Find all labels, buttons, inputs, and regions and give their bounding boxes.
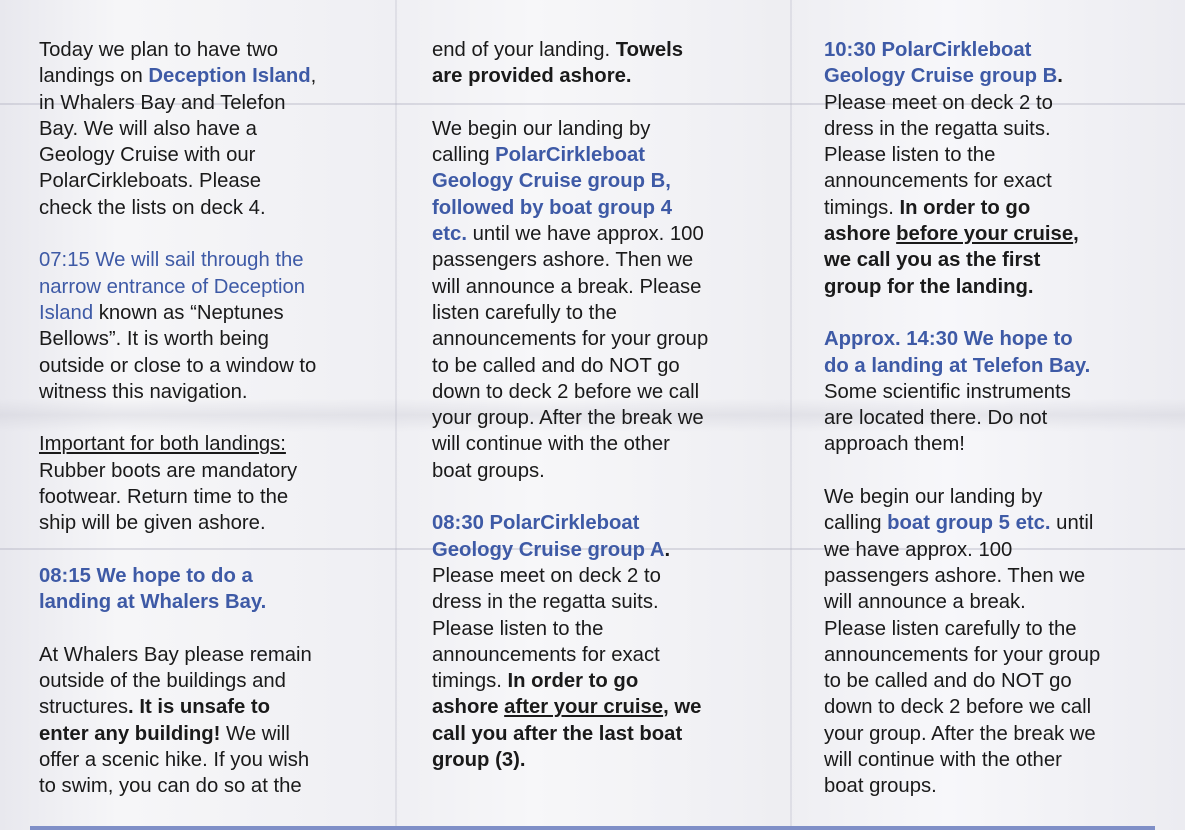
group-b-heading: 10:30 PolarCirkleboat	[824, 39, 1032, 61]
column-middle	[432, 37, 777, 773]
telefon-landing-order-paragraph: We begin our landing by calling boat group 5 etc. until we have approx. 100 passengers ashore. Then we will announce a break. Please listen carefully to the announcements for your group to be called and do NOT go down to deck 2 before we call your group. After the break we will continue with the other boat groups.	[824, 486, 1101, 798]
sail-paragraph: 07:15 We will sail through the narrow entrance of Deception Island known as “Neptunes Bellows”. It is worth being outside or close to a window to witness this navigation.	[39, 249, 317, 403]
group-b-section: 10:30 PolarCirkleboat Geology Cruise group B. Please meet on deck 2 to dress in the regatta suits. Please listen to the announcements for exact timings. In order to go ashore before your cruise, we call you as the first group for the landing.	[824, 37, 1169, 300]
paper-fold-line	[395, 0, 397, 830]
group-a-heading: 08:30 PolarCirkleboat	[432, 512, 640, 535]
column-right	[824, 37, 1169, 800]
intro-paragraph: Today we plan to have two landings on Deception Island, in Whalers Bay and Telefon Bay. We will also have a Geology Cruise with our PolarCirkleboats. Please check the lists on deck 4.	[39, 39, 317, 219]
important-heading: Important for both landings:	[39, 433, 286, 456]
landing-order-paragraph: We begin our landing by calling PolarCirkleboat Geology Cruise group B, followed by boat group 4 etc. until we have approx. 100 passengers ashore. Then we will announce a break. Please listen carefully to the announcements for your group to be called and do NOT go down to deck 2 before we call your group. After the break we will continue with the other boat groups.	[432, 117, 709, 482]
deception-island-label: Deception Island	[148, 65, 311, 88]
group-a-section: 08:30 PolarCirkleboat Geology Cruise group A. Please meet on deck 2 to dress in the regatta suits. Please listen to the announcements for exact timings. In order to go ashore after your cruise, we call you after the last boat group (3).	[432, 510, 777, 773]
column-left	[39, 37, 379, 826]
bottom-color-band	[30, 826, 1155, 830]
whalers-heading: 08:15 We hope to do a landing at Whalers Bay.	[39, 564, 267, 614]
paper-fold-line	[790, 0, 792, 830]
towels-paragraph: end of your landing. Towels are provided ashore.	[432, 39, 684, 88]
whalers-paragraph: At Whalers Bay please remain outside of the buildings and structures. It is unsafe to enter any building! We will offer a scenic hike. If you wish to swim, you can do so at the	[39, 643, 312, 798]
important-paragraph: Important for both landings: Rubber boots are mandatory footwear. Return time to the ship will be given ashore.	[39, 431, 379, 536]
telefon-heading: Approx. 14:30 We hope to	[824, 328, 1073, 351]
telefon-section: Approx. 14:30 We hope to do a landing at Telefon Bay. Some scientific instruments are located there. Do not approach them!	[824, 326, 1169, 457]
